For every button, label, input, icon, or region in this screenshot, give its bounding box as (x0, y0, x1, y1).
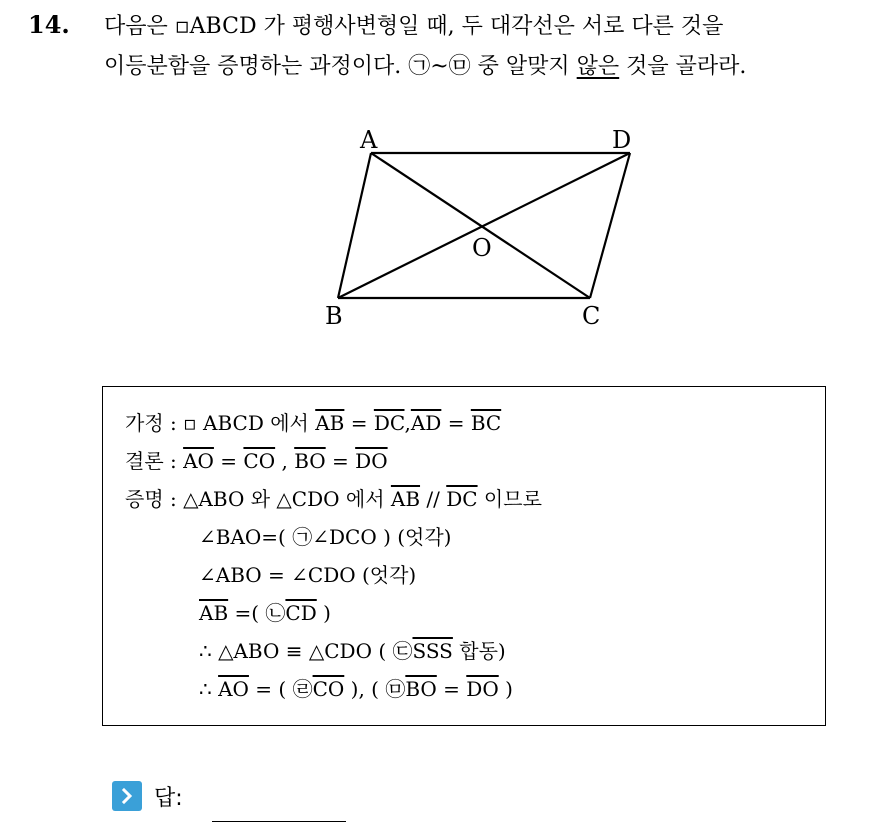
assumption-text: ABCD 에서 (203, 411, 316, 435)
segment-do: $\overline{DO}$ (466, 677, 499, 701)
marker-2: ㉡ (265, 601, 286, 625)
marker-5: ㉤ (385, 677, 406, 701)
proof-step-1-end: 이므로 (477, 487, 542, 511)
assumption-label: 가정 (125, 411, 164, 435)
proof-step-4-pre: =( (228, 601, 266, 625)
conclusion-label: 결론 (125, 449, 164, 473)
segment-ab: $\overline{AB}$ (390, 487, 421, 511)
answer-row (112, 780, 183, 812)
question-text-line1: 다음은 ▫ABCD 가 평행사변형일 때, 두 대각선은 서로 다른 것을 (104, 14, 724, 39)
segment-ad: $\overline{AD}$ (410, 411, 442, 435)
proof-box (102, 386, 826, 726)
marker-4: ㉣ (292, 677, 313, 701)
segment-ao: $\overline{AO}$ (218, 677, 249, 701)
proof-step-5-pre: ∴ △ABO ≡ △CDO ( (199, 639, 393, 663)
marker-1: ㉠ (292, 525, 313, 549)
segment-bo: $\overline{BO}$ (405, 677, 437, 701)
proof-step-6-pre: ∴ (199, 677, 219, 701)
proof-step-5-post: 합동) (452, 639, 506, 663)
proof-assumption: 가정 : ▫ ABCD 에서 $\overline{AB} = \overline{DC},\overline{AD} = \overline{BC}$ (125, 411, 502, 435)
comma: , (281, 449, 288, 473)
segment-bo: $\overline{BO}$ (294, 449, 326, 473)
vertex-label-a: A (360, 126, 378, 154)
vertex-label-b: B (325, 302, 343, 330)
proof-step-4 (199, 599, 331, 627)
answer-blank[interactable] (212, 821, 346, 822)
segment-dc: $\overline{DC}$ (373, 411, 405, 435)
diagonal-bd (338, 153, 630, 298)
chevron-right-icon (112, 781, 142, 811)
side-ba (338, 153, 371, 298)
comma: , (404, 411, 411, 435)
equals-sign: = (447, 411, 465, 435)
proof-label: 증명 (125, 487, 164, 511)
proof-step-1-text: △ABO 와 △CDO 에서 (183, 487, 391, 511)
underlined-word: 않은 (576, 54, 620, 79)
proof-conclusion: 결론 : $\overline{AO} = \overline{CO}$ , $\overline{BO} = \overline{DO}$ (125, 449, 388, 473)
equals-sign: = (350, 411, 368, 435)
segment-co: $\overline{CO}$ (312, 677, 345, 701)
proof-step-1: 증명 : △ABO 와 △CDO 에서 $\overline{AB} // \overline{DC}$ 이므로 (125, 487, 542, 511)
congruence-sss: $\overline{SSS}$ (412, 639, 453, 663)
vertex-label-c: C (582, 302, 601, 330)
segment-ao: $\overline{AO}$ (183, 449, 214, 473)
question-number: 14. (28, 10, 70, 39)
answer-label: 답: (154, 785, 183, 811)
point-label-o: O (472, 234, 492, 262)
proof-step-6-mid1: = ( (248, 677, 293, 701)
equals-sign: = (443, 677, 460, 701)
segment-ab: $\overline{AB}$ (199, 601, 229, 625)
proof-step-6-mid2: ), ( (344, 677, 386, 701)
proof-step-4-post: ) (316, 601, 331, 625)
segment-co: $\overline{CO}$ (243, 449, 276, 473)
proof-step-2 (199, 523, 451, 551)
vertex-label-d: D (612, 126, 632, 154)
side-dc (590, 153, 630, 298)
question-text-line2 (104, 52, 746, 82)
parallel-symbol: // (426, 487, 440, 511)
proof-step-6-post: ) (498, 677, 513, 701)
segment-bc: $\overline{BC}$ (470, 411, 502, 435)
equals-sign: = (220, 449, 238, 473)
diagonal-ac (371, 153, 590, 298)
marker-3: ㉢ (392, 639, 413, 663)
segment-cd: $\overline{CD}$ (285, 601, 317, 625)
question-text-pre: 이등분함을 증명하는 과정이다. ㉠~㉤ 중 알맞지 (104, 54, 577, 79)
proof-step-2-pre: ∠BAO=( (199, 525, 293, 549)
segment-do: $\overline{DO}$ (355, 449, 388, 473)
parallelogram-figure (300, 118, 660, 338)
proof-step-6 (199, 675, 513, 703)
square-symbol: ▫ (183, 411, 197, 435)
proof-step-5 (199, 637, 506, 665)
proof-step-3: ∠ABO = ∠CDO (엇각) (199, 563, 417, 587)
segment-dc: $\overline{DC}$ (446, 487, 478, 511)
equals-sign: = (332, 449, 349, 473)
proof-step-2-mid: ∠DCO (312, 525, 377, 549)
proof-step-2-post: ) (엇각) (376, 525, 452, 549)
question-text-post: 것을 골라라. (619, 54, 747, 79)
segment-ab: $\overline{AB}$ (315, 411, 345, 435)
